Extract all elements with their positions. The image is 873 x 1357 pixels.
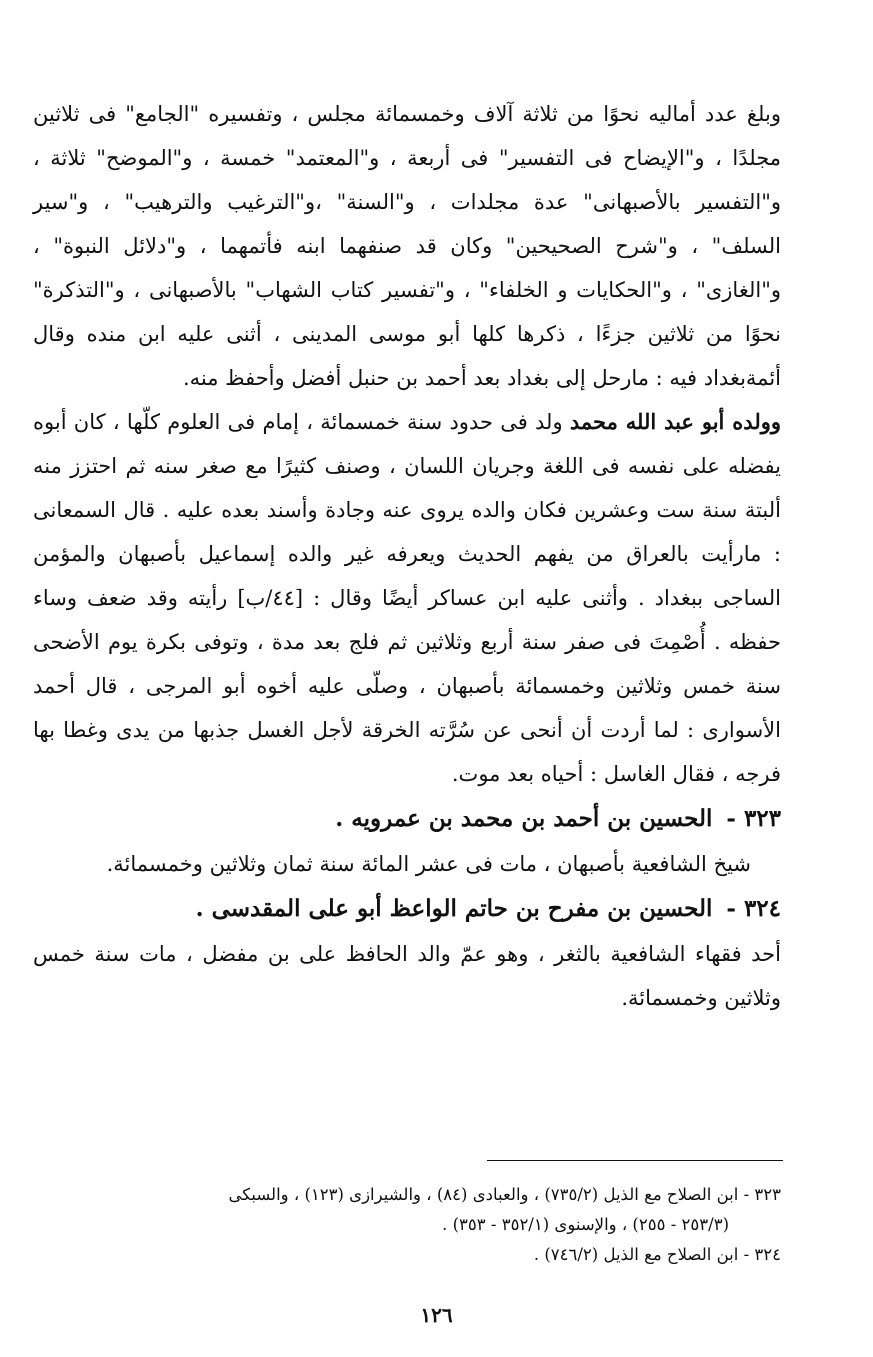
entry-name: الحسين بن مفرح بن حاتم الواعظ أبو على المقدسى . bbox=[195, 895, 713, 922]
footnote-divider bbox=[487, 1160, 783, 1161]
footnotes bbox=[33, 1180, 781, 1270]
entry-text-324: أحد فقهاء الشافعية بالثغر ، وهو عمّ والد الحافظ على بن مفضل ، مات سنة خمس وثلاثين وخمسمائة. bbox=[33, 942, 781, 1010]
paragraph-lead-name: وولده أبو عبد الله محمد bbox=[569, 409, 781, 434]
footnote-324: ٣٢٤ - ابن الصلاح مع الذيل (٧٤٦/٢) . bbox=[533, 1245, 781, 1264]
entry-name: الحسين بن أحمد بن محمد بن عمرويه . bbox=[335, 805, 713, 832]
footnote-323-continued: (٢٥٣/٣ - ٢٥٥) ، والإسنوى (٣٥٢/١ - ٣٥٣) . bbox=[442, 1215, 729, 1234]
entry-text-323: شيخ الشافعية بأصبهان ، مات فى عشر المائة سنة ثمان وثلاثين وخمسمائة. bbox=[106, 852, 751, 876]
paragraph-son-muhammad bbox=[33, 400, 781, 796]
main-text bbox=[33, 92, 781, 1020]
entry-number: ٣٢٣ - bbox=[726, 805, 781, 832]
paragraph-body: ولد فى حدود سنة خمسمائة ، إمام فى العلوم كلّها ، كان أبوه يفضله على نفسه فى اللغة وجريان اللسان ، وصنف كثيرًا مع صغر سنه ثم احتزز منه ألبتة سنة ست وعشرين فكان والده يروى عنه وجادة وأسند بعده عليه . قال السمعانى : مارأيت بالعراق من يفهم الحديث ويعرفه غير والده إسماعيل بأصبهان والمؤمن الساجى ببغداد . وأثنى عليه ابن عساكر أيضًا وقال : [٤٤/ب] رأيته وقد ضعف وساء حفظه . أُصْمِتَ فى صفر سنة أربع وثلاثين ثم فلج بعد مدة ، وتوفى بكرة يوم الأضحى سنة خمس وثلاثين وخمسمائة بأصبهان ، وصلّى عليه أخوه أبو المرجى ، قال أحمد الأسوارى : لما أردت أن أنحى عن سُرَّته الخرقة لأجل الغسل جذبها من يدى وغطا بها فرجه ، فقال الغاسل : أحياه بعد موت. bbox=[33, 410, 781, 786]
paragraph-amali: وبلغ عدد أماليه نحوًا من ثلاثة آلاف وخمسمائة مجلس ، وتفسيره "الجامع" فى ثلاثين مجلدًا ، و"الإيضاح فى التفسير" فى أربعة ، و"المعتمد" خمسة ، و"الموضح" ثلاثة ، و"التفسير بالأصبهانى" عدة مجلدات ، و"السنة" ،و"الترغيب والترهيب" ، و"سير السلف" ، و"شرح الصحيحين" وكان قد صنفهما ابنه فأتمهما ، و"دلائل النبوة" ، و"الغازى" ، و"الحكايات و الخلفاء" ، و"تفسير كتاب الشهاب" بالأصبهانى ، و"التذكرة" نحوًا من ثلاثين جزءًا ، ذكرها كلها أبو موسى المدينى ، أثنى عليه ابن منده وقال أئمةبغداد فيه : مارحل إلى بغداد بعد أحمد بن حنبل أفضل وأحفظ منه. bbox=[33, 102, 781, 390]
entry-number: ٣٢٤ - bbox=[726, 895, 781, 922]
page-number: ١٢٦ bbox=[420, 1303, 453, 1327]
entry-heading-323 bbox=[33, 796, 781, 842]
footnote-323: ٣٢٣ - ابن الصلاح مع الذيل (٧٣٥/٢) ، والعبادى (٨٤) ، والشيرازى (١٢٣) ، والسبكى bbox=[228, 1185, 781, 1204]
entry-heading-324 bbox=[33, 886, 781, 932]
